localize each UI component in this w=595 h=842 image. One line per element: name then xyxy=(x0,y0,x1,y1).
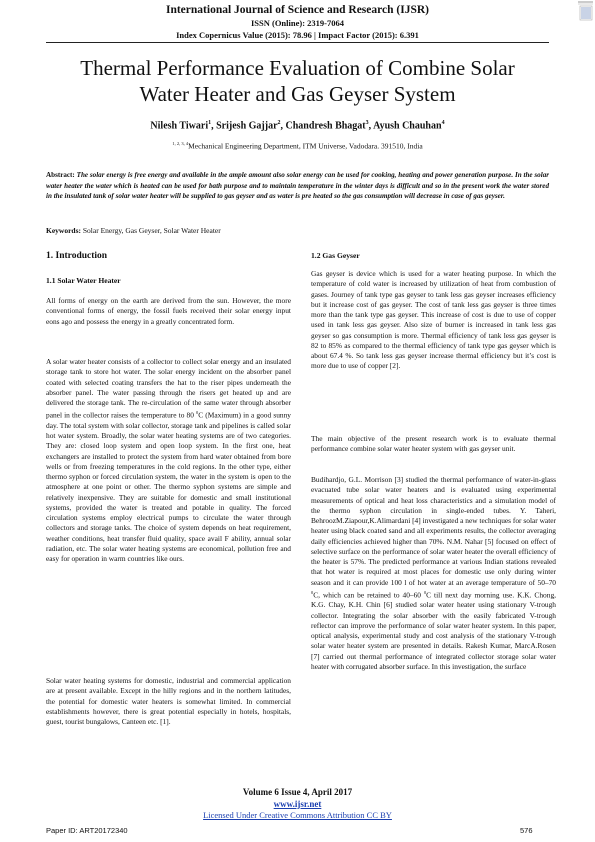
author-list: Nilesh Tiwari$^1$, Srijesh Gajjar$^2$, Chandresh Bhagat$^3$, Ayush Chauhan$^4$ xyxy=(150,120,445,132)
abstract-label: Abstract: xyxy=(46,171,75,179)
keywords xyxy=(46,226,549,235)
paragraph: The main objective of the present research work is to evaluate thermal performance combine solar water heater system with gas geyser unit. xyxy=(311,434,556,454)
paper-id: Paper ID: ART20172340 xyxy=(46,826,128,835)
footer-site-link[interactable]: www.ijsr.net xyxy=(273,799,322,809)
author-name: Nilesh Tiwari xyxy=(150,120,209,132)
header-rule xyxy=(46,42,549,43)
paper-title xyxy=(30,55,565,107)
title-line-1: Thermal Performance Evaluation of Combine Solar xyxy=(80,56,515,80)
affiliation-text: Mechanical Engineering Department, ITM Universe, Vadodara. 391510, India xyxy=(188,141,423,151)
abstract xyxy=(46,170,549,202)
abstract-text: The solar energy is free energy and available in the ample amount also solar energy can be used for cooking, heating and power generation purpose. In the solar water heater the water which is heated can be used for bath purpose and to maintain temperature in the winter days is difficult and so in the present work the water stored in the insulated tank of solar water heater will be supplied to gas geyser and as water is pre heated so the gas consumption will decrease in case of gas geyser. xyxy=(46,171,549,201)
subsection-heading: 1.2 Gas Geyser xyxy=(311,251,360,260)
index-line: Index Copernicus Value (2015): 78.96 | Impact Factor (2015): 6.391 xyxy=(176,30,419,40)
author-index: 3 xyxy=(365,120,369,126)
footer-volume: Volume 6 Issue 4, April 2017 xyxy=(242,787,353,797)
keywords-label: Keywords: xyxy=(46,226,81,235)
author-index: 4 xyxy=(441,120,445,126)
author-name: Chandresh Bhagat xyxy=(285,120,366,132)
journal-name: International Journal of Science and Research (IJSR) xyxy=(165,4,429,16)
paragraph: A solar water heater consists of a collector to collect solar energy and an insulated storage tank to store hot water. The solar energy incident on the absorber panel coated with selected coating transfers the hat to the riser pipes underneath the absorber panel. The water passing through the risers get heated up and are delivered the storage tank. The re-circulation of the same water through absorber panel in the collector raises the temperature to 80 $^0$C (Maximum) in a good sunny day. The total system with solar collector, storage tank and pipelines is called solar hot water system. Broadly, the solar water heating systems are of two categories. They are: closed loop system and open loop system. In the first one, heat exchangers are installed to protect the system from hard water obtained from bore wells or from freezing temperatures in the cold regions. In the other type, either thermo syphon or forced circulation system, the water in the system is open to the atmosphere at one point or other. The thermo syphon systems are simple and relatively inexpensive. They are suitable for domestic and small institutional systems, provided the water is treated and potable in quality. The forced circulation systems employ electrical pumps to circulate the water through collectors and storage tanks. The choice of system depends on heat requirement, weather conditions, heat transfer fluid quality, space avail F ability, annual solar radiation, etc. The solar water heating systems are economical, pollution free and easy for operation in warm countries like ours. xyxy=(46,357,291,564)
section-heading: 1. Introduction xyxy=(46,251,108,261)
header-corner-decoration xyxy=(566,0,595,50)
keywords-text: Solar Energy, Gas Geyser, Solar Water Heater xyxy=(82,226,221,235)
paragraph: Budihardjo, G.L. Morrison [3] studied the thermal performance of water-in-glass evacuated tube solar water heaters and is evaluated using experimental measurements of optical and heat loss characteristics and a simulation model of the thermo syphon circulation in single-ended tubes. Y. Taheri, BehroozM.Ziapour,K.Alimardani [4] investigated a new techniques for solar water heater using black coated sand and all experiments results, the collector averaging daily efficiencies achieved higher than 70%. N.M. Nahar [5] focused on effect of selective surface on the performance of solar water heater the overall efficiency of the heater is 57%. The predicted performance at various Indian stations revealed that hot water is required at most places for domestic use only during winter season and it can provide 100 l of hot water at an average temperature of 50–70 $^0$C, which can be retained to 40–60 $^0$C till next day morning use. K.K. Chong, K.G. Chay, K.H. Chin [6] studied solar water heater using stationary V-trough collector. Integrating the solar absorber with the easily fabricated V-trough reflector can improve the performance of solar water heater system. In this paper, optical analysis, experimental study and cost analysis of the stationary V-trough solar water heater system are presented in details. Rakesh Kumar, MarcA.Rosen [7] carried out thermal performance of integrated collector storage solar water heater with corrugated absorber surface. In this investigation, the surface xyxy=(311,475,556,671)
author-index: 1 xyxy=(208,120,212,126)
paragraph: Gas geyser is device which is used for a water heating purpose. In which the temperature of cold water is increased by utilization of heat from combustion of gases. Journey of tank type gas geyser to tank less gas geyser increases efficiency but it increase cost of gas geyser. The cost of tank less gas geyser is three times more than the tank type gas geyser. This increase of cost is due to use of copper used in tank less gas geyser. Also size of burner is increased in tank less gas geyser so gas consumption is more. Thermal efficiency of tank less gas geyser is 82 to 85% as compared to the thermal efficiency of tank type gas geyser which is about 67.4 %. So tank less gas geyser increase thermal efficiency but it’s cost is more due to use of copper [2]. xyxy=(311,269,556,371)
affiliation xyxy=(0,141,595,151)
title-line-2: Water Heater and Gas Geyser System xyxy=(139,82,456,106)
subsection-heading: 1.1 Solar Water Heater xyxy=(46,276,121,285)
author-name: Ayush Chauhan xyxy=(373,120,442,132)
author-name: Srijesh Gajjar xyxy=(216,120,278,132)
page-number: 576 xyxy=(520,826,533,835)
author-index: 2 xyxy=(277,120,281,126)
issn-line: ISSN (Online): 2319-7064 xyxy=(250,18,345,28)
paragraph: All forms of energy on the earth are derived from the sun. However, the more conventional forms of energy, the fossil fuels received their solar energy input eons ago and possess the energy in a greatly concentrated form. xyxy=(46,296,291,326)
affiliation-index: 1, 2, 3, 4 xyxy=(172,141,189,146)
paragraph: Solar water heating systems for domestic, industrial and commercial application are at present available. Except in the hilly regions and in the northern latitudes, the potential for domestic water heaters is somewhat limited. In commercial establishments however, there is great potential especially in hotels, hospitals, guest, tourist bungalows, Canteen etc. [1]. xyxy=(46,676,291,726)
footer-license-link[interactable]: Licensed Under Creative Commons Attribution CC BY xyxy=(203,810,392,820)
